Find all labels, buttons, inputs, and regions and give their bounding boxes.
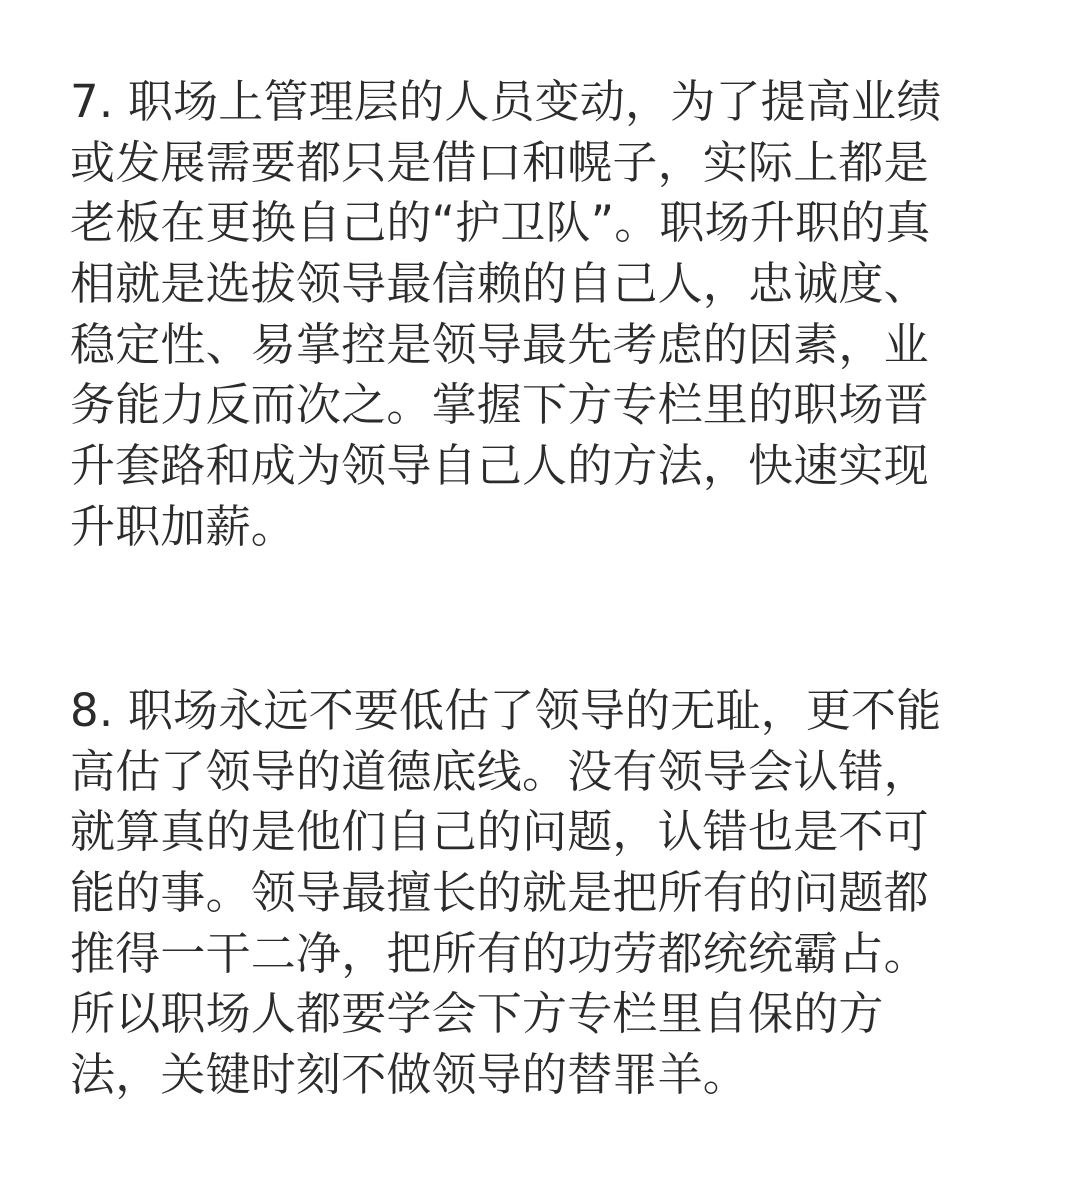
text-line: 能的事。领导最擅长的就是把所有的问题都	[70, 866, 929, 920]
text-line: 老板在更换自己的“护卫队”。职场升职的真	[70, 196, 931, 250]
text-line: 或发展需要都只是借口和幌子，实际上都是	[70, 135, 929, 189]
text-line: 7. 职场上管理层的人员变动，为了提高业绩	[70, 75, 942, 128]
text-line: 相就是选拔领导最信赖的自己人，忠诚度、	[70, 257, 929, 311]
text-line: 就算真的是他们自己的问题，认错也是不可	[70, 805, 929, 859]
text-line: 推得一干二净，把所有的功劳都统统霸占。	[70, 926, 929, 980]
text-line: 稳定性、易掌控是领导最先考虑的因素，业	[70, 317, 929, 371]
text-line: 务能力反而次之。掌握下方专栏里的职场晋	[70, 378, 929, 432]
text-line: 高估了领导的道德底线。没有领导会认错，	[70, 744, 929, 798]
paragraph-8	[70, 681, 1010, 1106]
text-line: 升套路和成为领导自己人的方法，快速实现	[70, 439, 929, 493]
text-line: 8. 职场永远不要低估了领导的无耻，更不能	[70, 684, 942, 737]
paragraph-7	[70, 72, 1010, 558]
text-line: 法，关键时刻不做领导的替罪羊。	[70, 1048, 749, 1102]
text-line: 所以职场人都要学会下方专栏里自保的方	[70, 987, 884, 1041]
text-line: 升职加薪。	[70, 499, 297, 553]
